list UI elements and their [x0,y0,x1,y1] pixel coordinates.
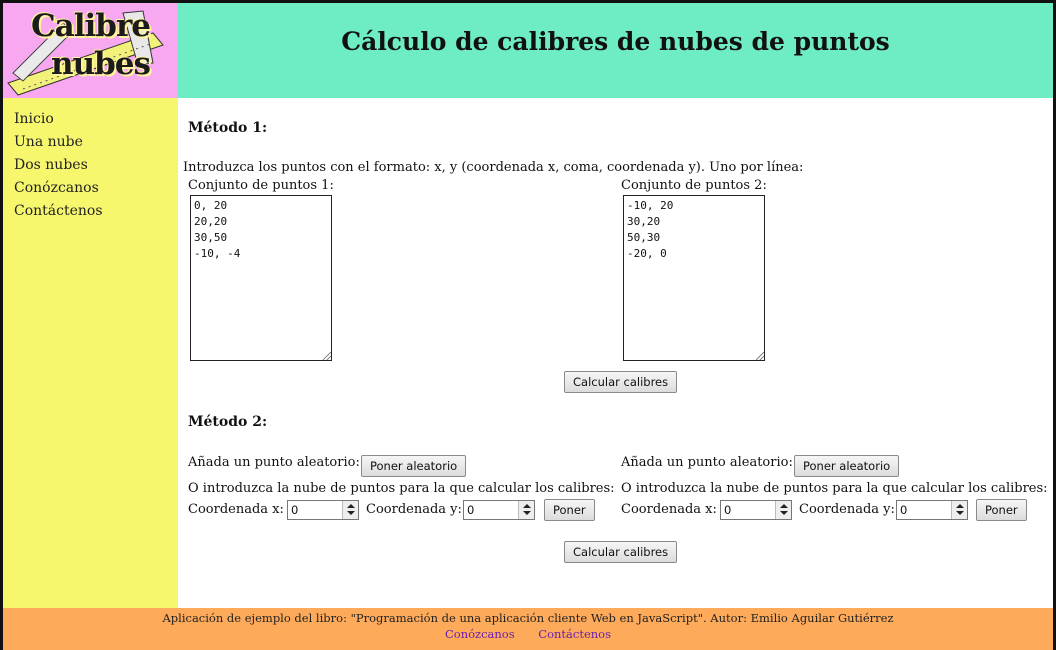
sidebar-item-contactenos[interactable]: Contáctenos [14,203,103,219]
right-random-button[interactable]: Poner aleatorio [794,455,899,477]
sidebar-item-conozcanos[interactable]: Conózcanos [14,180,99,196]
left-x-input[interactable] [287,500,359,520]
left-random-button[interactable]: Poner aleatorio [361,455,466,477]
right-put-button[interactable]: Poner [976,499,1027,521]
spin-arrows-icon[interactable] [342,501,358,519]
footer-links [3,627,1053,641]
left-or-label: O introduzca la nube de puntos para la que calcular los calibres: [188,481,615,496]
page-title: Cálculo de calibres de nubes de puntos [341,27,890,56]
set2-textarea[interactable] [623,195,765,361]
logo-text-line2: nubes [51,46,150,82]
right-random-label: Añada un punto aleatorio: [621,455,793,470]
right-or-label: O introduzca la nube de puntos para la que calcular los calibres: [621,481,1048,496]
method2-heading: Método 2: [188,414,268,430]
footer-credits: Aplicación de ejemplo del libro: "Programación de una aplicación cliente Web en JavaScript". Autor: Emilio Aguilar Gutiérrez [162,611,894,625]
resize-grip-icon[interactable] [756,352,764,360]
sidebar-item-inicio[interactable]: Inicio [14,111,54,127]
sidebar-item-dos-nubes[interactable]: Dos nubes [14,157,88,173]
footer-link-conozcanos[interactable]: Conózcanos [444,627,515,641]
footer-link-contactenos[interactable]: Contáctenos [538,627,611,641]
footer [3,608,1053,650]
right-y-input[interactable] [896,500,968,520]
right-x-input[interactable] [720,500,792,520]
method1-heading: Método 1: [188,120,268,136]
calculate-calipers-button-2[interactable]: Calcular calibres [564,541,677,563]
left-y-input[interactable] [463,500,535,520]
right-y-label: Coordenada y: [799,502,895,517]
left-x-value: 0 [291,503,299,517]
logo-text-line1: Calibre [30,8,151,44]
set1-label: Conjunto de puntos 1: [188,178,334,193]
calculate-calipers-button-1[interactable]: Calcular calibres [564,371,677,393]
main-content [178,98,1053,608]
sidebar-item-una-nube[interactable]: Una nube [14,134,83,150]
left-put-button[interactable]: Poner [544,499,595,521]
set2-label: Conjunto de puntos 2: [621,178,767,193]
right-x-label: Coordenada x: [621,502,717,517]
left-y-value: 0 [467,503,475,517]
resize-grip-icon[interactable] [323,352,331,360]
right-x-value: 0 [724,503,732,517]
spin-arrows-icon[interactable] [775,501,791,519]
left-random-label: Añada un punto aleatorio: [188,455,360,470]
method1-instructions: Introduzca los puntos con el formato: x, y (coordenada x, coma, coordenada y). Uno por línea: [183,160,804,175]
sidebar-nav [3,98,178,608]
left-y-label: Coordenada y: [366,502,462,517]
left-x-label: Coordenada x: [188,502,284,517]
set1-textarea[interactable] [190,195,332,361]
spin-arrows-icon[interactable] [518,501,534,519]
site-logo[interactable] [3,3,178,98]
right-y-value: 0 [900,503,908,517]
header-banner [178,3,1053,98]
spin-arrows-icon[interactable] [951,501,967,519]
